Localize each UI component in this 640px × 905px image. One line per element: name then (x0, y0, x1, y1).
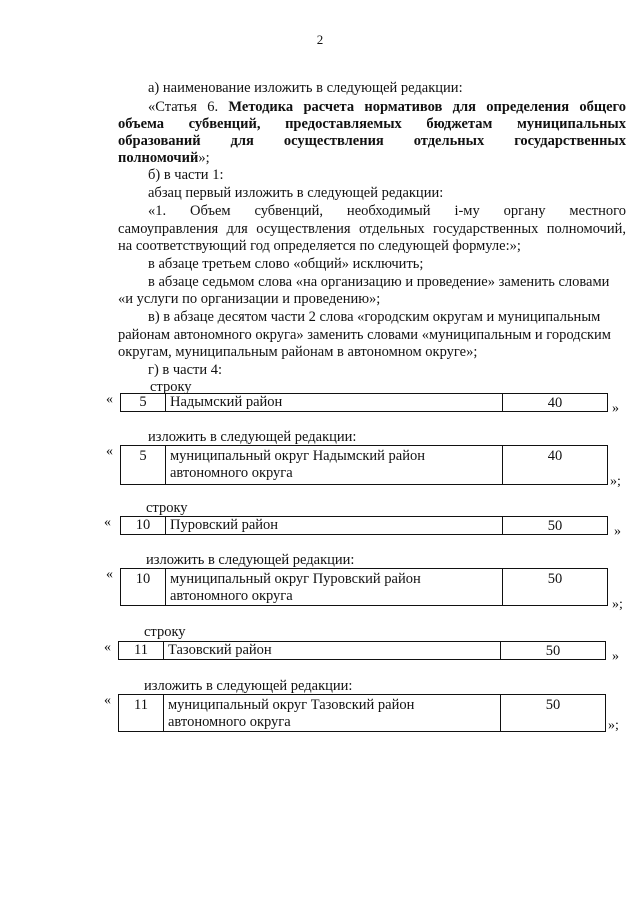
para1-line-3: на соответствующий год определяется по следующей формуле:»; (118, 238, 521, 254)
para7-line-2: «и услуги по организации и проведению»; (118, 291, 381, 307)
row-value: 50 (547, 571, 563, 587)
row-name-line-1: муниципальный округ Надымский район (170, 448, 425, 464)
row-name-line-1: муниципальный округ Тазовский район (168, 697, 415, 713)
intro-b: б) в части 1: (148, 167, 224, 183)
close-quote-1: » (612, 401, 619, 416)
article-line-2: объема субвенций, предоставляемых бюджетам муниципальных (118, 116, 626, 132)
label-row-3: строку (144, 624, 186, 640)
row-value: 50 (545, 643, 561, 659)
label-replace-1: изложить в следующей редакции: (148, 429, 357, 445)
article-line-1 (118, 99, 626, 116)
article-suffix: »; (198, 150, 210, 166)
intro-g: г) в части 4: (148, 362, 223, 378)
article-line-4 (118, 150, 210, 167)
para7-line-1: в абзаце седьмом слова «на организацию и проведение» заменить словами (148, 274, 610, 290)
article-bold-1: Методика расчета нормативов для определения общего (228, 99, 627, 115)
table-row-new-3 (118, 694, 606, 732)
open-quote-3: « (104, 515, 111, 530)
row-name (164, 695, 501, 731)
open-quote-5: « (104, 640, 111, 655)
table-row-new-2 (120, 568, 608, 606)
row-name (166, 446, 503, 484)
label-replace-3: изложить в следующей редакции: (144, 678, 353, 694)
label-replace-2: изложить в следующей редакции: (146, 552, 355, 568)
close-quote-3: » (614, 524, 621, 539)
row-name-line-2: автономного округа (168, 714, 291, 730)
open-quote-1: « (106, 392, 113, 407)
para-v-line-2: районам автономного округа» заменить словами «муниципальным и городским (118, 327, 611, 343)
article-prefix: «Статья 6. (148, 99, 219, 115)
close-quote-2: »; (610, 474, 621, 489)
open-quote-6: « (104, 693, 111, 708)
article-bold-4: полномочий (118, 150, 199, 166)
table-row-new-1 (120, 445, 608, 485)
open-quote-4: « (106, 567, 113, 582)
label-row-2: строку (146, 500, 188, 516)
row-number: 10 (121, 517, 166, 534)
row-name-line-1: муниципальный округ Пуровский район (170, 571, 421, 587)
para1-line-1 (118, 203, 626, 220)
row-name: Надымский район (166, 394, 503, 411)
table-row-old-1 (120, 393, 608, 412)
row-name (166, 569, 503, 605)
row-name: Тазовский район (164, 642, 501, 659)
row-number: 5 (121, 446, 166, 484)
row-number: 5 (121, 394, 166, 411)
row-value: 50 (545, 697, 561, 713)
row-name-line-2: автономного округа (170, 465, 293, 481)
para1-line-2: самоуправления для осуществления отдельных государственных полномочий, (118, 221, 626, 237)
close-quote-5: » (612, 649, 619, 664)
para-v-line-1: в) в абзаце десятом части 2 слова «городским округам и муниципальным (148, 309, 601, 325)
para3: в абзаце третьем слово «общий» исключить; (148, 256, 424, 272)
row-name: Пуровский район (166, 517, 503, 534)
row-number: 11 (119, 642, 164, 659)
close-quote-6: »; (608, 718, 619, 733)
table-row-old-3 (118, 641, 606, 660)
article-line-3: образований для осуществления отдельных государственных (118, 133, 626, 149)
open-quote-2: « (106, 444, 113, 459)
row-name-line-2: автономного округа (170, 588, 293, 604)
row-value: 50 (547, 518, 563, 534)
close-quote-4: »; (612, 597, 623, 612)
label-row-1: строку (150, 379, 192, 395)
row-value: 40 (547, 395, 563, 411)
page-number: 2 (316, 32, 324, 47)
row-number: 11 (119, 695, 164, 731)
intro-a: а) наименование изложить в следующей редакции: (148, 80, 463, 96)
row-number: 10 (121, 569, 166, 605)
para1-intro: абзац первый изложить в следующей редакции: (148, 185, 444, 201)
para-v-line-3: округам, муниципальным районам в автономном округе»; (118, 344, 478, 360)
table-row-old-2 (120, 516, 608, 535)
para1-text-1: «1. Объем субвенций, необходимый i-му органу местного (148, 203, 626, 219)
row-value: 40 (547, 448, 563, 464)
